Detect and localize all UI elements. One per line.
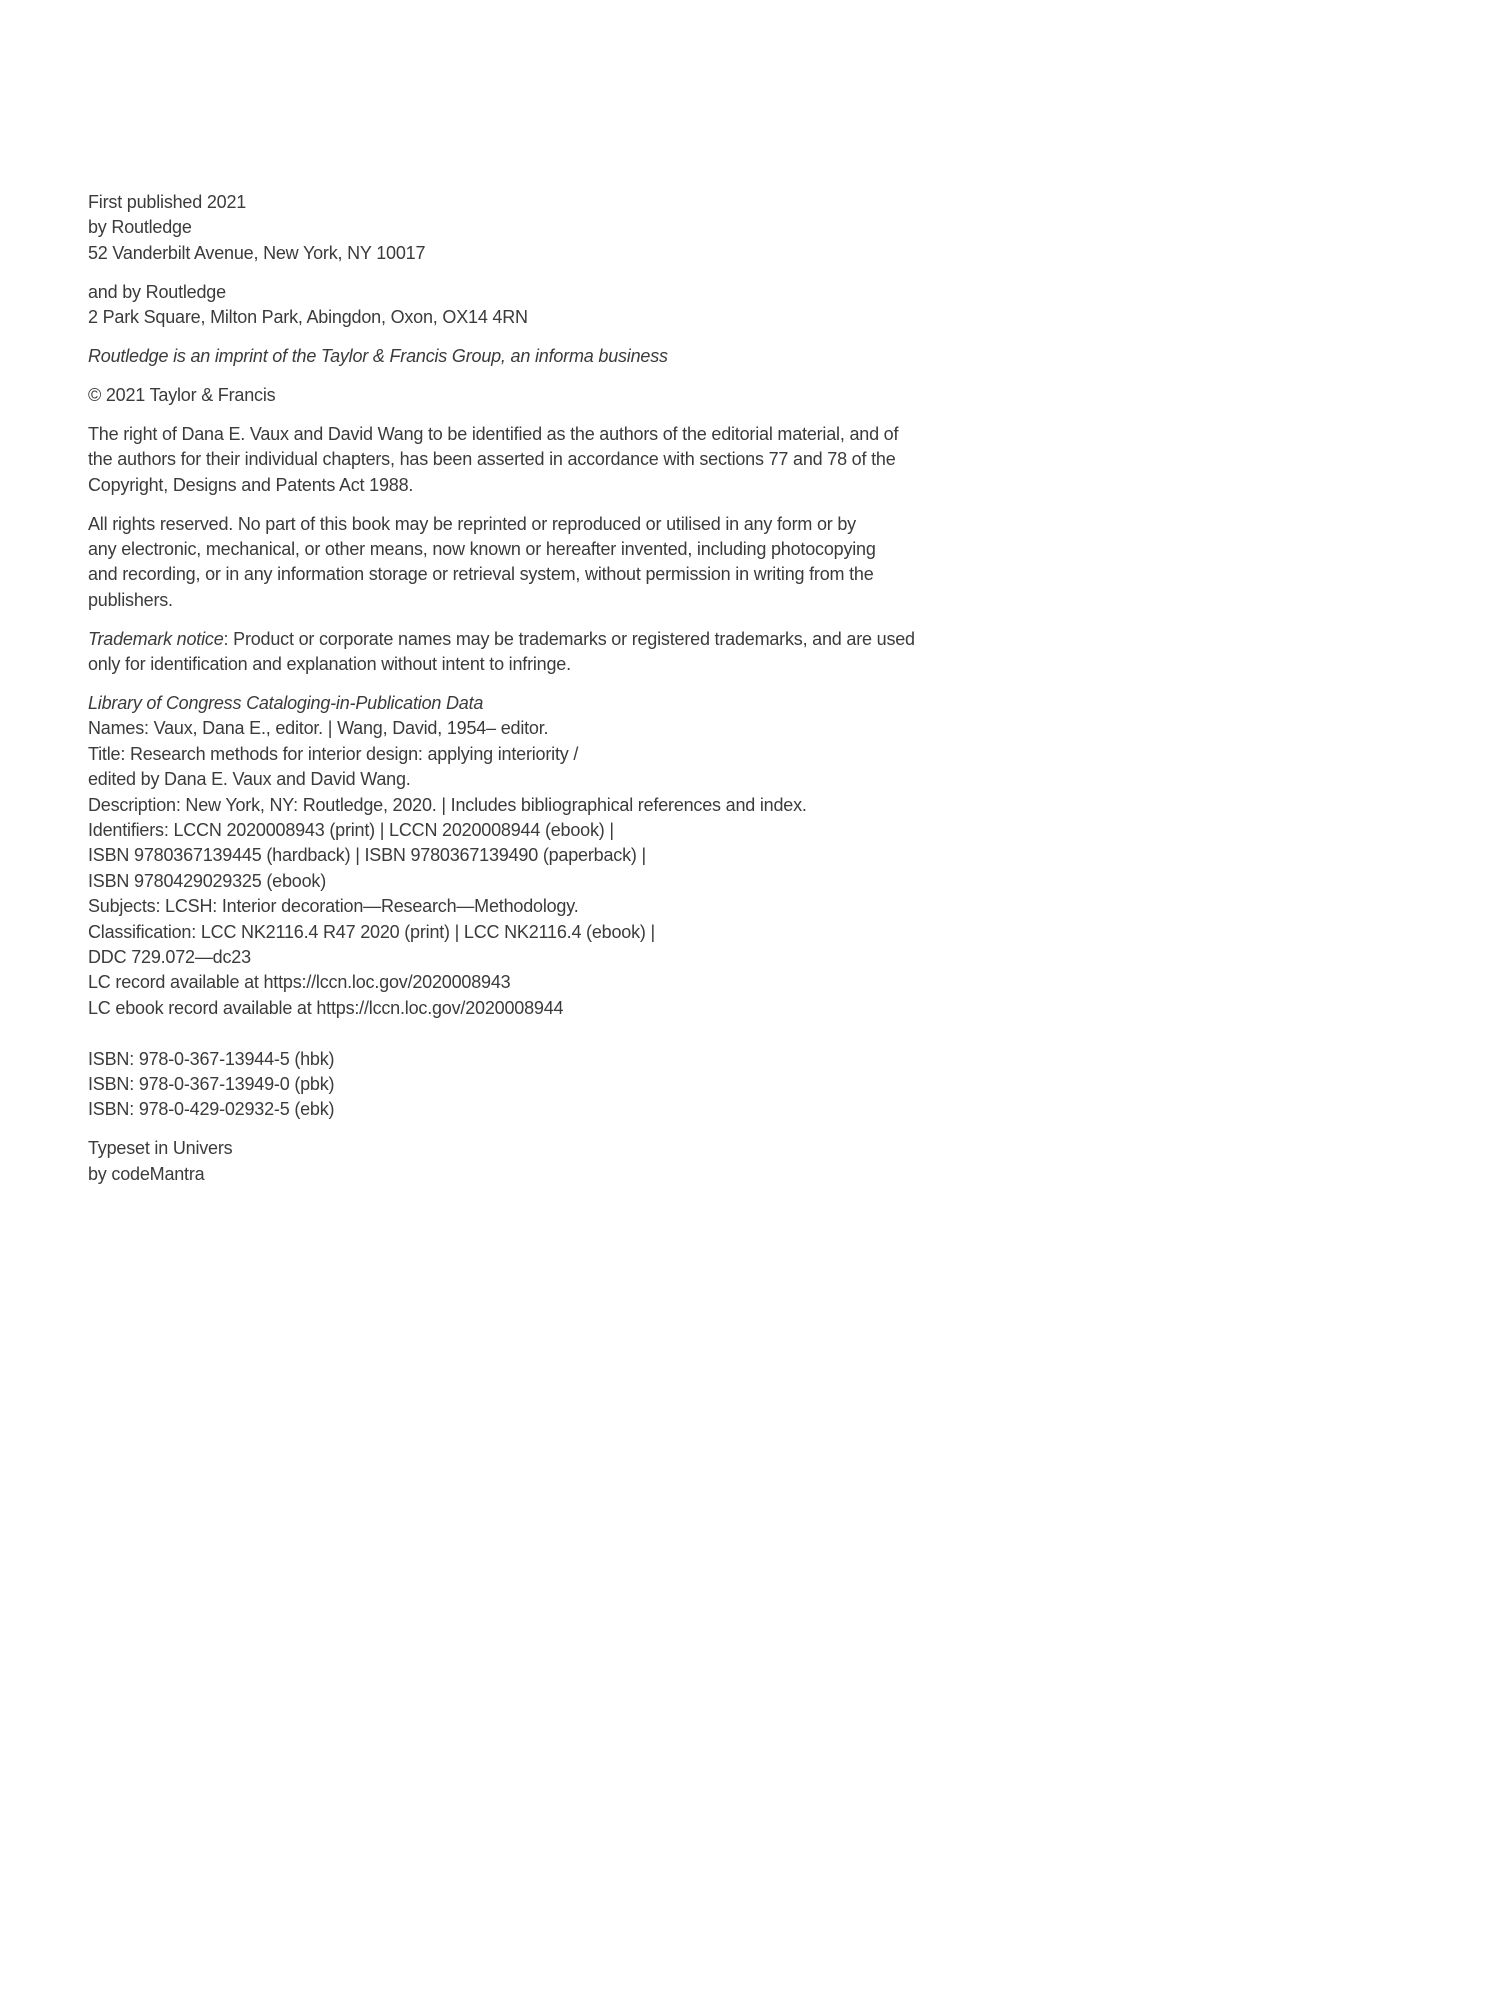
cip-line: Title: Research methods for interior design: applying interiority /: [88, 743, 579, 764]
cip-line: LC record available at https://lccn.loc.gov/2020008943: [88, 972, 511, 993]
text-line: publishers.: [88, 589, 173, 610]
cip-line: edited by Dana E. Vaux and David Wang.: [88, 769, 411, 790]
cip-line: LC ebook record available at https://lccn.loc.gov/2020008944: [88, 997, 564, 1018]
isbn-line: ISBN: 978-0-367-13949-0 (pbk): [88, 1074, 335, 1095]
copyright-block: [88, 383, 1088, 408]
imprint-block: [88, 344, 1088, 369]
cip-line: Names: Vaux, Dana E., editor. | Wang, David, 1954– editor.: [88, 718, 549, 739]
text-line: and recording, or in any information storage or retrieval system, without permission in writing from the: [88, 564, 874, 585]
cip-line: Description: New York, NY: Routledge, 2020. | Includes bibliographical references and index.: [88, 794, 807, 815]
cip-heading: Library of Congress Cataloging-in-Publication Data: [88, 693, 484, 713]
cip-line: Subjects: LCSH: Interior decoration—Research—Methodology.: [88, 896, 579, 917]
text-line: Typeset in Univers: [88, 1138, 233, 1159]
text-line: any electronic, mechanical, or other means, now known or hereafter invented, including photocopying: [88, 538, 876, 559]
first-published-block: [88, 190, 1088, 266]
text-line: The right of Dana E. Vaux and David Wang to be identified as the authors of the editorial material, and of: [88, 423, 899, 444]
cip-line: DDC 729.072—dc23: [88, 947, 251, 968]
cip-data: [88, 691, 1088, 1123]
text-line: by codeMantra: [88, 1163, 205, 1184]
isbn-line: ISBN: 978-0-429-02932-5 (ebk): [88, 1099, 335, 1120]
cip-line: Classification: LCC NK2116.4 R47 2020 (print) | LCC NK2116.4 (ebook) |: [88, 921, 655, 942]
text-line: and by Routledge: [88, 281, 226, 302]
second-address-block: [88, 280, 1088, 331]
text-line: All rights reserved. No part of this book may be reprinted or reproduced or utilised in any form or by: [88, 513, 856, 534]
cip-line: ISBN 9780429029325 (ebook): [88, 870, 326, 891]
text-line: First published 2021: [88, 192, 247, 212]
isbn-line: ISBN: 978-0-367-13944-5 (hbk): [88, 1048, 335, 1069]
text-line: Copyright, Designs and Patents Act 1988.: [88, 474, 414, 495]
copyright-notice: © 2021 Taylor & Francis: [88, 384, 276, 405]
rights-statement: [88, 422, 1088, 498]
text-line: by Routledge: [88, 217, 192, 238]
typeset-block: [88, 1136, 1088, 1187]
trademark-label: Trademark notice: [88, 628, 224, 649]
text-line: only for identification and explanation without intent to infringe.: [88, 654, 571, 675]
all-rights-reserved: [88, 512, 1088, 614]
trademark-notice: [88, 627, 1088, 678]
cip-line: ISBN 9780367139445 (hardback) | ISBN 9780367139490 (paperback) |: [88, 845, 646, 866]
text-line: the authors for their individual chapters, has been asserted in accordance with sections 77 and 78 of the: [88, 449, 896, 470]
imprint-statement: Routledge is an imprint of the Taylor & Francis Group, an informa business: [88, 346, 668, 367]
cip-line: Identifiers: LCCN 2020008943 (print) | LCCN 2020008944 (ebook) |: [88, 820, 614, 841]
copyright-page: [88, 190, 1088, 1201]
text-line: : Product or corporate names may be trademarks or registered trademarks, and are used: [223, 628, 915, 649]
text-line: 2 Park Square, Milton Park, Abingdon, Oxon, OX14 4RN: [88, 307, 528, 328]
text-line: 52 Vanderbilt Avenue, New York, NY 10017: [88, 242, 426, 263]
